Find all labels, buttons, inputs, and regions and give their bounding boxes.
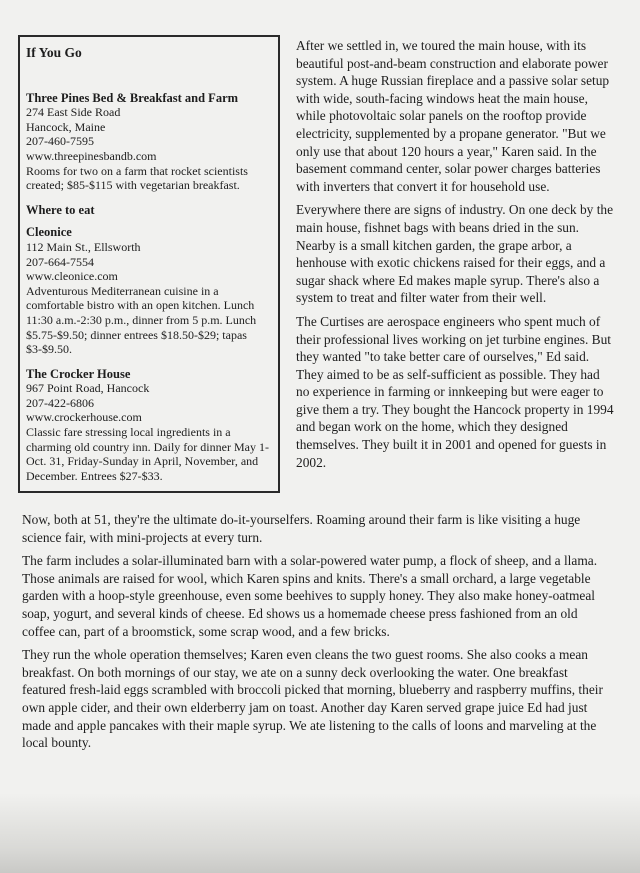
lodging-listing — [26, 91, 272, 193]
restaurant-phone: 207-664-7554 — [26, 254, 94, 269]
page-bottom-shadow — [0, 793, 640, 873]
article-paragraph: Now, both at 51, they're the ultimate do-it-yourselfers. Roaming around their farm is like visiting a huge science fair, with mini-projects at every turn. — [22, 512, 581, 545]
article-paragraph: After we settled in, we toured the main house, with its beautiful post-and-beam construction and elaborate power system. A huge Russian fireplace and a passive solar setup with wide, south-facing windows heat the main house, while photovoltaic solar panels on the rooftop provide electricity, supplemented by a propane generator. "But we only use that about 120 hours a year," Karen said. In the basement command center, solar power charges batteries with inverters that convert it for household use. — [296, 38, 610, 194]
restaurant-listing — [26, 225, 272, 356]
article-paragraph: The farm includes a solar-illuminated barn with a solar-powered water pump, a flock of sheep, and a llama. Those animals are raised for wool, which Karen spins and knits. There's a small orchard, a large vegetable garden with a hoop-style greenhouse, even some beehives to supply honey. They also make honey-oatmeal soap, yogurt, and several kinds of cheese. Ed shows us a homemade cheese press fashioned from an old coffee can, part of a broomstick, some scrap wood, and a few bricks. — [22, 553, 598, 639]
lodging-address: 274 East Side Road — [26, 105, 121, 120]
lodging-name: Three Pines Bed & Breakfast and Farm — [26, 90, 239, 105]
article-paragraph: They run the whole operation themselves; Karen even cleans the two guest rooms. She also cooks a mean breakfast. On both mornings of our stay, we ate on a sunny deck overlooking the water. One breakfast featured fresh-laid eggs scrambled with broccoli picked that morning, blueberry and raspberry muffins, their own apple cider, and their own elderberry jam on toast. Another day Karen served grape juice Ed had just made and apple pancakes with their maple syrup. We ate listening to the calls of loons and marveling at the local bounty. — [22, 647, 603, 751]
lodging-phone: 207-460-7595 — [26, 134, 94, 149]
right-column-text — [296, 37, 616, 477]
restaurant-address: 967 Point Road, Hancock — [26, 381, 150, 396]
lodging-website: www.threepinesbandb.com — [26, 148, 157, 163]
restaurant-listing — [26, 367, 272, 484]
restaurant-website: www.crockerhouse.com — [26, 410, 142, 425]
article-paragraph: The Curtises are aerospace engineers who spent much of their professional lives working on jet turbine engines. But they wanted "to take better care of ourselves," Ed said. They aimed to be as self-sufficient as possible. They had no experience in farming or innkeeping but were eager to give them a try. They bought the Hancock property in 1994 and began work on the home, which they designed themselves. They built it in 2001 and opened for guests in 2002. — [296, 313, 614, 470]
restaurant-description: Classic fare stressing local ingredients in a charming old country inn. Daily for dinner May 1-Oct. 31, Friday-Sunday in April, November, and December. Entrees $27-$33. — [26, 425, 269, 483]
sidebar-title: If You Go — [26, 45, 82, 60]
restaurant-address: 112 Main St., Ellsworth — [26, 239, 141, 254]
restaurant-phone: 207-422-6806 — [26, 395, 94, 410]
restaurant-name: Cleonice — [26, 225, 72, 240]
lodging-description: Rooms for two on a farm that rocket scientists created; $85-$115 with vegetarian breakfast. — [26, 163, 248, 193]
if-you-go-sidebar — [18, 35, 280, 493]
lodging-city: Hancock, Maine — [26, 119, 106, 134]
where-to-eat-heading: Where to eat — [26, 202, 95, 217]
restaurant-description: Adventurous Mediterranean cuisine in a comfortable bistro with an open kitchen. Lunch 11:30 a.m.-2:30 p.m., dinner from 5 p.m. Lunch $5.75-$9.50; dinner entrees $18.50-$29; tapas $3-$9.50. — [26, 283, 257, 357]
full-width-text — [22, 511, 612, 758]
article-paragraph: Everywhere there are signs of industry. On one deck by the main house, fishnet bags with beans dried in the sun. Nearby is a small kitchen garden, the grape arbor, a henhouse with exotic chickens raised for their eggs, and a sugar shack where Ed makes maple syrup. There's also a system to treat and filter water from their well. — [296, 202, 614, 306]
restaurant-website: www.cleonice.com — [26, 269, 118, 284]
restaurant-name: The Crocker House — [26, 366, 131, 381]
